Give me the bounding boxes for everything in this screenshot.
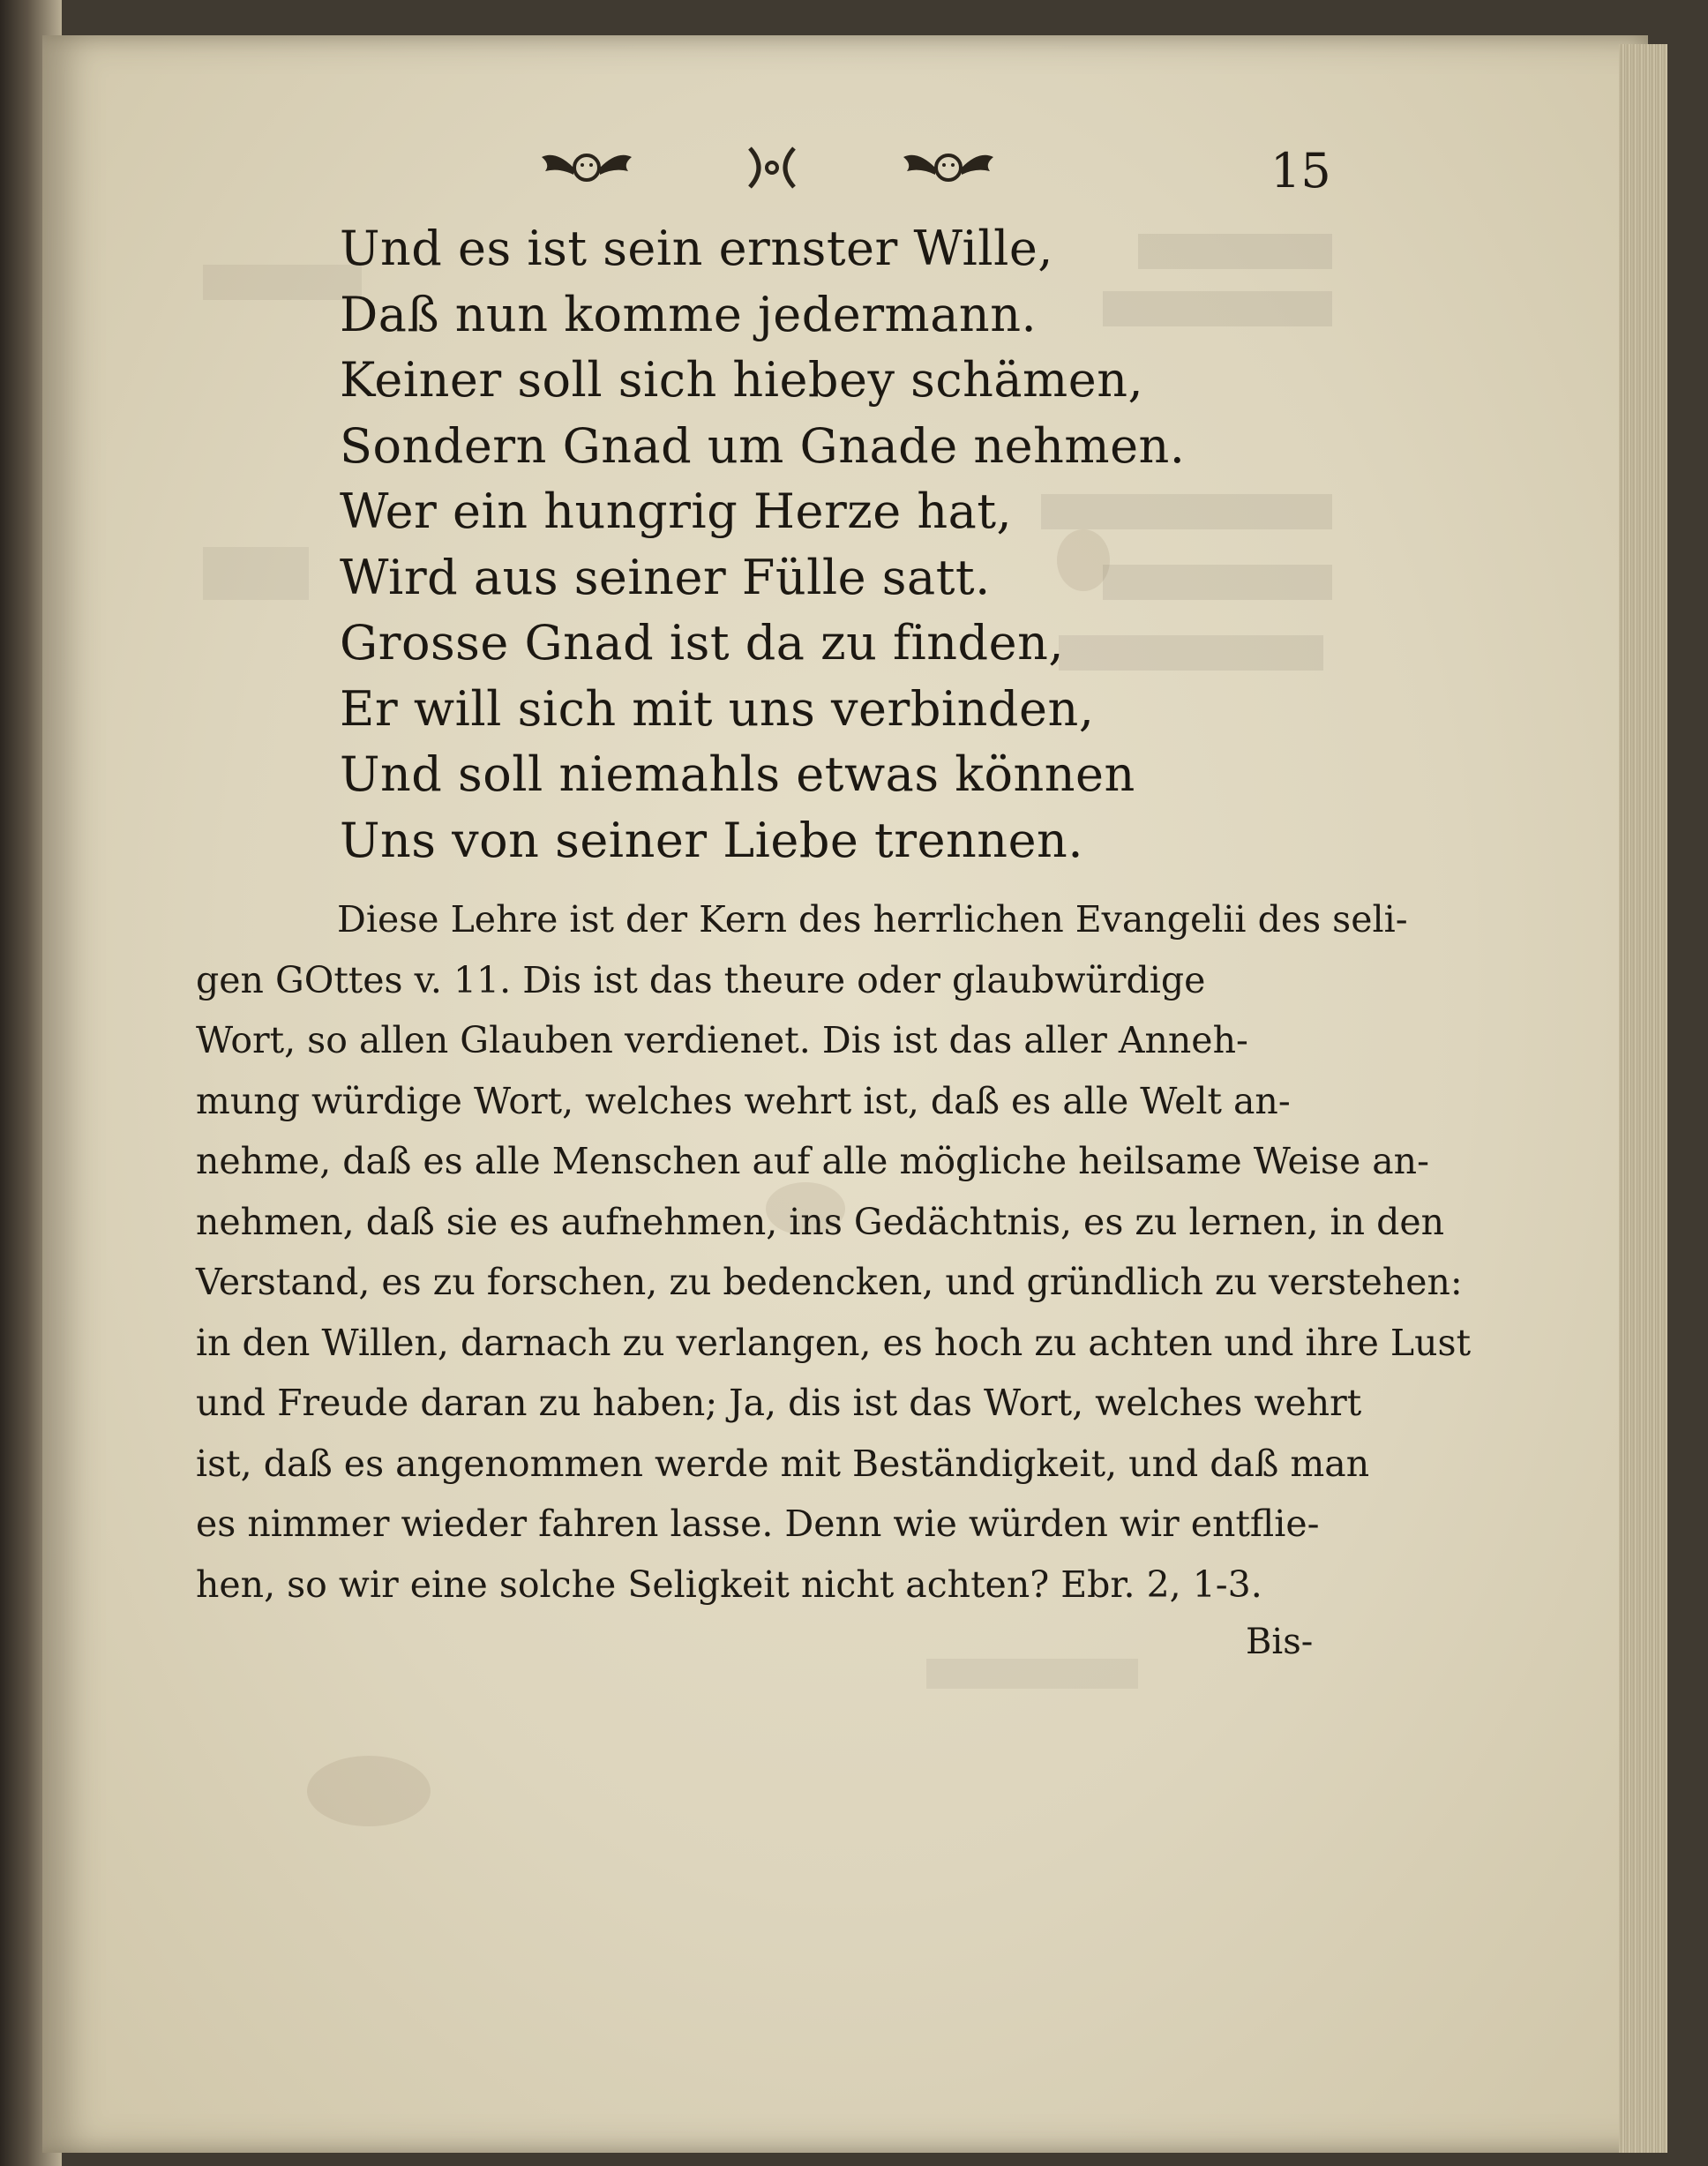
paragraph-line: mung würdige Wort, welches wehrt ist, daß es alle Welt an-	[196, 1079, 1291, 1122]
hymn-verse	[340, 216, 1354, 873]
verse-line: Und soll niemahls etwas können	[340, 746, 1135, 802]
paragraph-line: hen, so wir eine solche Seligkeit nicht achten? Ebr. 2, 1-3.	[196, 1563, 1262, 1606]
body-paragraph	[196, 889, 1472, 1615]
page-fore-edge	[1619, 44, 1667, 2153]
paragraph-line: ist, daß es angenommen werde mit Beständigkeit, und daß man	[196, 1442, 1370, 1485]
verse-line: Uns von seiner Liebe trennen.	[340, 812, 1083, 868]
page-number: 15	[1270, 143, 1331, 199]
verse-line: Er will sich mit uns verbinden,	[340, 680, 1095, 737]
show-through-text	[926, 1659, 1138, 1689]
verse-line: Wird aus seiner Fülle satt.	[340, 549, 991, 605]
verse-line: Grosse Gnad ist da zu finden,	[340, 615, 1065, 671]
catchword: Bis-	[1246, 1622, 1314, 1662]
fleuron-ornament-icon	[741, 141, 803, 194]
paragraph-line: in den Willen, darnach zu verlangen, es hoch zu achten und ihre Lust	[196, 1321, 1472, 1364]
verse-line: Keiner soll sich hiebey schämen,	[340, 352, 1144, 408]
paragraph-line: es nimmer wieder fahren lasse. Denn wie würden wir entflie-	[196, 1503, 1320, 1545]
verse-line: Sondern Gnad um Gnade nehmen.	[340, 417, 1186, 474]
cherub-ornament-icon	[538, 141, 635, 194]
paragraph-line: nehmen, daß sie es aufnehmen, ins Gedächtnis, es zu lernen, in den	[196, 1200, 1445, 1243]
paragraph-line: und Freude daran zu haben; Ja, dis ist das Wort, welches wehrt	[196, 1382, 1362, 1424]
paragraph-line: Verstand, es zu forschen, zu bedencken, und gründlich zu verstehen:	[196, 1261, 1463, 1303]
verse-line: Wer ein hungrig Herze hat,	[340, 483, 1013, 539]
verse-line: Und es ist sein ernster Wille,	[340, 221, 1053, 276]
paper-stain	[307, 1756, 431, 1826]
verse-line: Daß nun komme jedermann.	[340, 286, 1038, 342]
show-through-text	[203, 265, 362, 300]
paragraph-line: nehme, daß es alle Menschen auf alle mögliche heilsame Weise an-	[196, 1140, 1429, 1182]
page-header	[538, 141, 997, 194]
paragraph-line: Wort, so allen Glauben verdienet. Dis ist das aller Anneh-	[196, 1019, 1248, 1061]
cherub-ornament-icon	[900, 141, 997, 194]
paragraph-line: Diese Lehre ist der Kern des herrlichen Evangelii des seli-	[337, 898, 1408, 941]
paragraph-line: gen GOttes v. 11. Dis ist das theure oder glaubwürdige	[196, 958, 1206, 1001]
show-through-text	[203, 547, 309, 600]
